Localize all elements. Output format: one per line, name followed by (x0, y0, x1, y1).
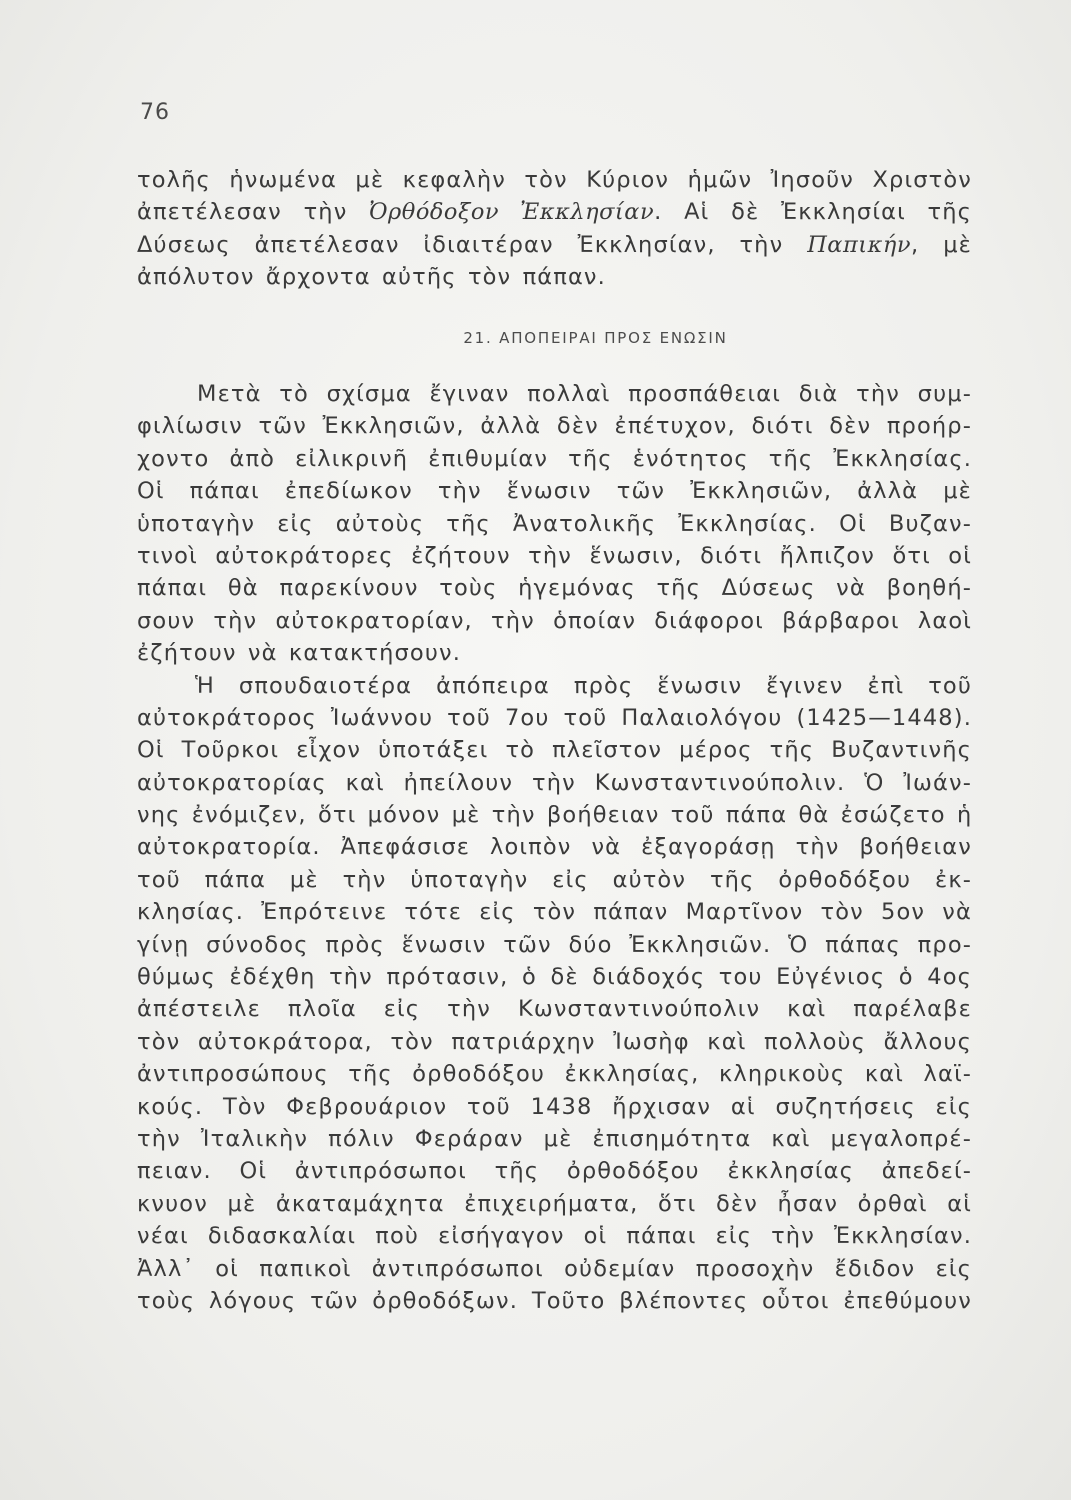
text-line: Δύσεως ἀπετέλεσαν ἰδιαιτέραν Ἐκκλησίαν, τὴν Παπικήν, μὲ (137, 231, 972, 258)
text-line: Ἀλλ᾽ οἱ παπικοὶ ἀντιπρόσωποι οὐδεμίαν προσοχὴν ἔδιδον εἰς (137, 1255, 972, 1282)
text-line: Ἡ σπουδαιοτέρα ἀπόπειρα πρὸς ἕνωσιν ἔγινεν ἐπὶ τοῦ (195, 672, 972, 699)
text-line: τοὺς λόγους τῶν ὀρθοδόξων. Τοῦτο βλέποντες οὗτοι ἐπεθύμουν (137, 1287, 972, 1314)
text-line: ἀπέστειλε πλοῖα εἰς τὴν Κωνσταντινούπολιν καὶ παρέλαβε (137, 996, 972, 1023)
top-paragraph (137, 164, 972, 294)
text-line: νέαι διδασκαλίαι ποὺ εἰσήγαγον οἱ πάπαι εἰς τὴν Ἐκκλησίαν. (137, 1223, 972, 1250)
text-line: ὑποταγὴν εἰς αὐτοὺς τῆς Ἀνατολικῆς Ἐκκλησίας. Οἱ Βυζαν- (137, 510, 972, 537)
main-text (137, 378, 972, 1317)
text-line: κλησίας. Ἐπρότεινε τότε εἰς τὸν πάπαν Μαρτῖνον τὸν 5ον νὰ (137, 899, 972, 926)
text-line: αὐτοκρατορίας καὶ ἠπείλουν τὴν Κωνσταντινούπολιν. Ὁ Ἰωάν- (137, 769, 972, 796)
text-line: γίνῃ σύνοδος πρὸς ἕνωσιν τῶν δύο Ἐκκλησιῶν. Ὁ πάπας προ- (137, 931, 972, 958)
text-line: κούς. Τὸν Φεβρουάριον τοῦ 1438 ἤρχισαν αἱ συζητήσεις εἰς (137, 1093, 972, 1120)
section-heading: 21. ΑΠΟΠΕΙΡΑΙ ΠΡΟΣ ΕΝΩΣΙΝ (463, 329, 728, 347)
text-line: χοντο ἀπὸ εἰλικρινῆ ἐπιθυμίαν τῆς ἑνότητος τῆς Ἐκκλησίας. (137, 445, 972, 472)
text-line: ἀπετέλεσαν τὴν Ὀρθόδοξον Ἐκκλησίαν. Αἱ δὲ Ἐκκλησίαι τῆς (137, 199, 972, 226)
text-line: ἐζήτουν νὰ κατακτήσουν. (137, 640, 462, 667)
text-line: Οἱ Τοῦρκοι εἶχον ὑποτάξει τὸ πλεῖστον μέρος τῆς Βυζαντινῆς (137, 737, 972, 764)
italic-term: Ὀρθόδοξον Ἐκκλησίαν (369, 199, 655, 226)
text-line: κνυον μὲ ἀκαταμάχητα ἐπιχειρήματα, ὅτι δὲν ἦσαν ὀρθαὶ αἱ (137, 1190, 972, 1217)
text-line: Οἱ πάπαι ἐπεδίωκον τὴν ἕνωσιν τῶν Ἐκκλησιῶν, ἀλλὰ μὲ (137, 478, 972, 505)
text-line: ἀπόλυτον ἄρχοντα αὐτῆς τὸν πάπαν. (137, 264, 606, 291)
text-line: τοῦ πάπα μὲ τὴν ὑποταγὴν εἰς αὐτὸν τῆς ὀρθοδόξου ἐκ- (137, 866, 972, 893)
text-line: αὐτοκρατορία. Ἀπεφάσισε λοιπὸν νὰ ἐξαγοράσῃ τὴν βοήθειαν (137, 834, 972, 861)
text-line: τὴν Ἰταλικὴν πόλιν Φεράραν μὲ ἐπισημότητα καὶ μεγαλοπρέ- (137, 1125, 972, 1152)
text-line: πειαν. Οἱ ἀντιπρόσωποι τῆς ὀρθοδόξου ἐκκλησίας ἀπεδεί- (137, 1158, 972, 1185)
text-line: φιλίωσιν τῶν Ἐκκλησιῶν, ἀλλὰ δὲν ἐπέτυχον, διότι δὲν προήρ- (137, 413, 972, 440)
text-line: τὸν αὐτοκράτορα, τὸν πατριάρχην Ἰωσὴφ καὶ πολλοὺς ἄλλους (137, 1028, 972, 1055)
text-line: τινοὶ αὐτοκράτορες ἐζήτουν τὴν ἕνωσιν, διότι ἤλπιζον ὅτι οἱ (137, 542, 972, 569)
text-line: τολῆς ἡνωμένα μὲ κεφαλὴν τὸν Κύριον ἡμῶν Ἰησοῦν Χριστὸν (137, 167, 972, 193)
page-number: 76 (140, 100, 170, 125)
italic-term: Παπικήν (807, 231, 912, 258)
text-line: Μετὰ τὸ σχίσμα ἔγιναν πολλαὶ προσπάθειαι διὰ τὴν συμ- (197, 381, 972, 407)
text-line: ἀντιπροσώπους τῆς ὀρθοδόξου ἐκκλησίας, κληρικοὺς καὶ λαϊ- (137, 1061, 972, 1088)
text-line: νης ἐνόμιζεν, ὅτι μόνον μὲ τὴν βοήθειαν τοῦ πάπα θὰ ἐσώζετο ἡ (137, 802, 973, 829)
text-line: πάπαι θὰ παρεκίνουν τοὺς ἡγεμόνας τῆς Δύσεως νὰ βοηθή- (137, 575, 972, 602)
text-line: θύμως ἐδέχθη τὴν πρότασιν, ὁ δὲ διάδοχός του Εὐγένιος ὁ 4ος (137, 964, 972, 991)
text-line: σουν τὴν αὐτοκρατορίαν, τὴν ὁποίαν διάφοροι βάρβαροι λαοὶ (137, 607, 972, 634)
text-line: αὐτοκράτορος Ἰωάννου τοῦ 7ου τοῦ Παλαιολόγου (1425—1448). (137, 704, 972, 731)
